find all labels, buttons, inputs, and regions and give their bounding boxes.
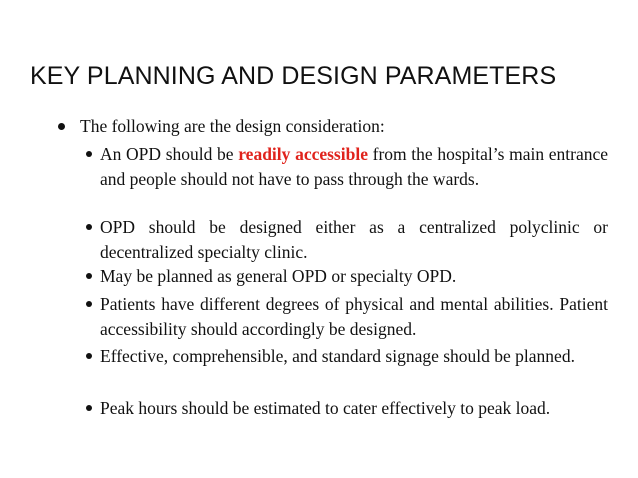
bullet-dot-icon xyxy=(86,273,92,279)
bullet-dot-icon xyxy=(86,353,92,359)
bullet-item xyxy=(100,142,608,191)
bullet-text: OPD should be designed either as a centralized polyclinic or decentralized specialty clinic. xyxy=(100,217,608,262)
bullet-text: Effective, comprehensible, and standard signage should be planned. xyxy=(100,346,575,366)
bullet-text: Peak hours should be estimated to cater effectively to peak load. xyxy=(100,398,551,418)
bullet-dot-icon xyxy=(86,301,92,307)
bullet-text: May be planned as general OPD or specialty OPD. xyxy=(100,266,457,286)
bullet-dot-icon xyxy=(58,123,65,130)
bullet-dot-icon xyxy=(86,151,92,157)
bullet-item xyxy=(100,264,608,289)
bullet-text: An OPD should be xyxy=(100,144,239,164)
intro-bullet xyxy=(80,114,385,139)
bullet-item xyxy=(100,396,608,421)
highlighted-text: readily accessible xyxy=(238,144,368,164)
intro-text: The following are the design consideration: xyxy=(80,116,385,136)
bullet-dot-icon xyxy=(86,224,92,230)
bullet-dot-icon xyxy=(86,405,92,411)
bullet-text: from the hospital’s main entrance and people should not have to pass through the wards. xyxy=(100,144,608,189)
bullet-item xyxy=(100,292,608,341)
bullet-item xyxy=(100,215,608,264)
slide-title: KEY PLANNING AND DESIGN PARAMETERS xyxy=(30,62,557,90)
bullet-item xyxy=(100,344,608,369)
bullet-text: Patients have different degrees of physical and mental abilities. Patient accessibility should accordingly be designed. xyxy=(100,294,608,339)
